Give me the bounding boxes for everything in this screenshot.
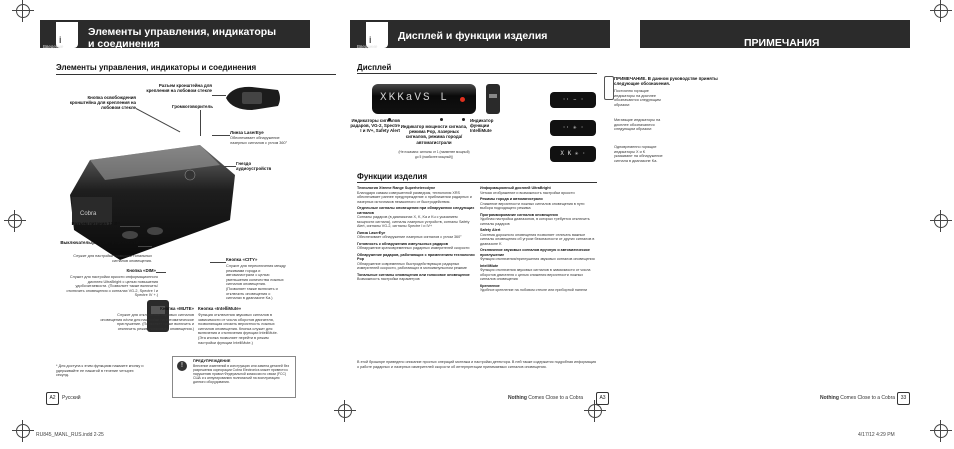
vol-switch-label: Выключатель/регулятор громкости: [60, 240, 138, 245]
middle-footer-brand: Nothing Comes Close to a Cobra: [508, 395, 584, 401]
power-note: (Не показана: сигналы от 1 (наименее мощный) до 5 (наиболее мощный)): [398, 150, 470, 159]
warning-icon: !: [177, 361, 187, 371]
middle-page-number: A3: [596, 392, 609, 405]
display-readout: XKKaVS L: [380, 92, 449, 104]
bracket-slot-label: Разъем кронштейна для крепления на лобовом стекле: [146, 83, 212, 94]
flashing-indicator-display: ·· ✳ ·: [550, 120, 596, 136]
print-date: 4/17/12 4:29 PM: [858, 432, 895, 438]
feature-title: Линза LaserEye: [357, 230, 386, 235]
feature-title: Технология Xtreme Range Superheterodyne: [357, 186, 436, 190]
middle-header-tab: i: [366, 22, 388, 48]
feature-text: Обеспечивает обнаружение лазерных сигналов с углом 360°: [357, 235, 462, 239]
note-text: Мигающие индикаторы на дисплее обозначаются следующим образом:: [614, 118, 661, 132]
vol-switch-desc: Служит для настройки громкости тональных сигналов оповещения.: [73, 254, 152, 263]
left-header-tab: i: [56, 22, 78, 48]
bracket-image: [222, 84, 284, 112]
left-subheading-rule: [56, 74, 336, 75]
mute-button-desc: Служит для отключения звуковых сигналов оповещения и/или для настройки на автоматическое приглушение. (Позволяет также включить и отключить режим голосового оповещения.): [100, 313, 194, 331]
intellimute-indicator-callout: Индикатор функции IntelliMute: [470, 118, 494, 134]
feature-text: Удобное крепление на лобовом стекле или приборной панели: [480, 288, 588, 292]
registration-mark: [588, 404, 602, 418]
warning-box: [172, 356, 296, 398]
feature-text: Система дорожного оповещения позволяет отличать важные сигналы оповещения об угрозе безопасности от других сигналов в диапазоне K: [480, 232, 595, 246]
feature-text: Удобная настройка диапазонов, в которых требуется отключить сигналы радаров: [480, 217, 590, 226]
leader-line: [156, 272, 166, 273]
feature-text: Функция отключения/приглушения звуковых сигналов оповещения: [480, 257, 595, 261]
note-icon: [604, 76, 614, 100]
left-page-title: Элементы управления, индикаторы и соединения: [88, 26, 277, 50]
leader-line: [200, 110, 201, 136]
feature-text: Обнаружение кратковременных радарных измерителей скорости: [357, 246, 470, 250]
right-page-title: ПРИМЕЧАНИЯ: [744, 37, 820, 49]
mute-button-label: Кнопка «MUTE»: [160, 306, 194, 311]
city-button-label: Кнопка «CITY»: [226, 257, 258, 262]
left-subheading: Элементы управления, индикаторы и соединения: [56, 63, 257, 72]
note-text: Постоянно горящие индикаторы на дисплее обозначаются следующим образом:: [614, 89, 661, 107]
leader-line: [212, 135, 230, 136]
feature-text: Обнаружение современных быстродействующих радарных измерителей скорости, работающих в моноимпульсном режиме: [357, 261, 467, 270]
note-text: Одновременно горящие индикаторы X и K указывают на обнаружение сигнала в диапазоне Ka.: [614, 145, 663, 163]
leader-line: [120, 226, 140, 227]
file-slug: RU845_MANL_RUS.indd 2-25: [36, 432, 104, 438]
feature-title: IntelliMute: [480, 263, 499, 268]
callout-dot: [462, 118, 465, 121]
registration-mark: [16, 424, 30, 438]
lasereye-desc: Обеспечивает обнаружение лазерных сигналов с углом 360°: [230, 136, 288, 145]
feature-text: Функция отключения звуковых сигналов в зависимости от числа оборотов двигателя с целью снижения вероятности ложных сигналов оповещения: [480, 268, 591, 281]
leader-line: [212, 95, 226, 96]
callout-dot: [440, 118, 443, 121]
feature-text: Сигналы радаров (в диапазонах X, K, Ka и Ku с указанием мощности сигнала), сигналы лазерных устройств, сигналы Safety Alert, сигналы VG-2, сигналы Spectre I и IV+: [357, 215, 470, 228]
display-panel: [372, 84, 476, 114]
registration-mark: [934, 424, 948, 438]
left-section-label: Введение: [43, 44, 64, 49]
release-button-label: Кнопка освобождения кронштейна для крепления на лобовом стекле: [69, 95, 136, 111]
city-button-desc: Служит для переключения между режимами города и автомагистрали с целью уменьшения количества ложных сигналов оповещения. (Позволяет также включить и отключить оповещения о сигналах в диапазоне Ka.): [226, 264, 286, 301]
intellimute-button-label: Кнопка «IntelliMute»: [198, 306, 242, 311]
middle-page-title: Дисплей и функции изделия: [398, 30, 548, 42]
intellimute-dot: [460, 97, 465, 102]
svg-text:Cobra: Cobra: [80, 211, 97, 217]
feature-title: Программирование сигналов оповещения: [480, 212, 558, 217]
warning-title: ПРЕДУПРЕЖДЕНИЕ: [193, 359, 231, 363]
footnote: * Для доступа к этим функциям нажмите кнопку и удерживайте ее нажатой в течение четырех секунд.: [56, 364, 144, 378]
display-heading: Дисплей: [357, 63, 392, 72]
feature-text: Благодаря самым совершенной разведчик, технология XRS обеспечивает раннее предупреждение о приближении радарных и лазерных источников незаконного от быстродействия.: [357, 190, 472, 204]
note-title: ПРИМЕЧАНИЕ. В данном руководстве приняты следующие обозначения.: [614, 76, 718, 87]
right-page-number: 33: [897, 392, 910, 405]
leader-line: [220, 166, 236, 167]
registration-mark: [338, 404, 352, 418]
features-right-column: [480, 184, 598, 293]
display-heading-rule: [357, 73, 597, 74]
middle-section-label: Введение: [357, 44, 378, 49]
signal-indicators-callout: Индикаторы сигналов радаров, VG-2, Spectre I и IV+, Safety Alert: [350, 118, 400, 134]
features-heading: Функции изделия: [357, 172, 428, 181]
feature-title: Тональные сигналы оповещения или голосовое оповещение: [357, 272, 470, 277]
feature-title: Отдельные сигналы оповещения при обнаружении следующих сигналов: [357, 206, 475, 215]
feature-title: Режимы города и автомагистрали: [480, 197, 543, 201]
mini-device-image: [484, 82, 502, 116]
lasereye-label: Линза LaserEye: [230, 130, 264, 135]
feature-title: Крепление: [480, 283, 500, 288]
registration-mark: [16, 4, 30, 18]
ka-indicator-display: X K ✳ ·: [550, 146, 596, 162]
feature-title: Информационный дисплей UltraBright: [480, 186, 551, 190]
dim-button-desc: Служит для настройки яркости информационного дисплея UltraBright с целью повышения удобочитаемости. (Позволяет также включить/отключить оповещения о сигналах VG-2, Spectre I и Spectre IV +.): [66, 275, 158, 298]
left-page-number: A2: [46, 392, 59, 405]
features-left-column: [357, 184, 475, 282]
feature-text: Возможность настройки параметров: [357, 277, 420, 281]
feature-text: Четкая отображение и возможность настройки яркости: [480, 190, 575, 195]
leader-line: [136, 108, 180, 132]
dim-button-label: Кнопка «DIM»: [126, 268, 156, 273]
leader-line: [138, 246, 152, 247]
feature-title: Safety Alert: [480, 228, 501, 232]
registration-mark: [934, 4, 948, 18]
feature-title: Обнаружение радаров, работающих с применением технологии Pop: [357, 252, 475, 261]
feature-title: Отключение звуковых сигналов вручную и автоматическое приглушение: [480, 248, 590, 257]
registration-mark: [934, 214, 948, 228]
left-footer-lang: Русский: [62, 395, 81, 401]
leader-line: [210, 262, 226, 263]
power-indicator-callout: Индикатор мощности сигнала, режима Pop, лазерных сигналов, режима города/автомагистрали: [400, 124, 468, 145]
feature-text: Снижение вероятности ложных сигналов оповещения в пути выбора подходящего режима: [480, 201, 585, 210]
audio-jack-label: Гнездо аудиоустройств: [236, 161, 272, 172]
right-footer-brand: Nothing Comes Close to a Cobra: [820, 395, 896, 401]
steady-indicator-display: ·· – ·: [550, 92, 596, 108]
power-jack-label: Разъем питания 12 В=: [71, 221, 120, 226]
speaker-label: Громкоговоритель: [172, 104, 213, 109]
feature-title: Готовность к обнаружению импульсных радаров: [357, 241, 448, 246]
registration-mark: [8, 214, 22, 228]
features-heading-rule: [357, 182, 597, 183]
warning-text: Внесение изменений в конструкцию или замена деталей без разрешения корпорации Cobra Electronics может привести к нарушению правил Федеральной комиссии по связи (FCC) США и к аннулированию полномочий на эксплуатацию данного оборудования.: [193, 364, 290, 384]
bottom-text: В этой брошюре приведено описание простых операций монтажа и настройки детектора. В ней также содержится подробная информация о работе радарных и лазерных измерителей скорости об интерпретации принимаемых сигналов оповещения.: [357, 360, 597, 369]
intellimute-button-desc: Функция отключения звуковых сигналов в зависимости от числа оборотов двигателя, позволяющая снизить вероятность ложных сигналов оповещения. Кнопка служит для включения и отключения функции IntelliMute. (Эта кнопка позволяет перейти в режим настройки функции IntelliMute.): [198, 313, 278, 345]
